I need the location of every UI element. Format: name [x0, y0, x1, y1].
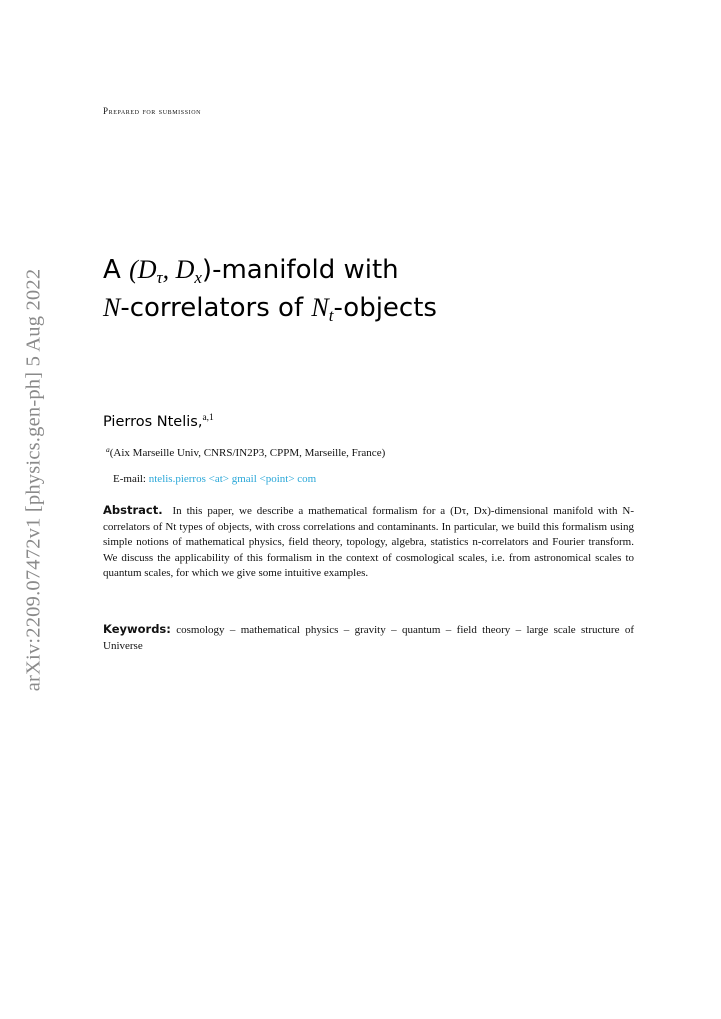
abstract-text: In this paper, we describe a mathematical formalism for a (Dτ, Dx)-dimensional manifold with N-correlators of Nt types of objects, with cross correlations and contaminants. In particular, we build this formalism using simple notions of mathematical physics, field theory, topology, algebra, statistics n-correlators and Fourier transform. We discuss the applicability of this formalism in the context of cosmological scales, i.e. from astronomical scales to quantum scales, for which we give some intuitive examples.: [103, 505, 635, 579]
email-link[interactable]: ntelis.pierros <at> gmail <point> com: [148, 473, 317, 485]
title-line-2: N-correlators of $N_t$-objects: [103, 293, 437, 325]
paper-title: [103, 251, 663, 327]
keywords: [103, 622, 634, 654]
author-affiliation: $^a$(Aix Marseille Univ, CNRS/IN2P3, CPPM, Marseille, France): [106, 445, 386, 459]
author-email: E-mail: ntelis.pierros <at> gmail <point> com: [113, 473, 317, 485]
arxiv-identifier-stamp: arXiv:2209.07472v1 [physics.gen-ph] 5 Aug 2022: [22, 268, 45, 692]
abstract-heading: Abstract.: [103, 503, 163, 517]
author-name: Pierros Ntelis,$^{a,1}$: [103, 413, 214, 430]
prepared-for-submission: Prepared for submission: [103, 106, 202, 116]
title-line-1: A ($D_\tau$, $D_x$)-manifold with: [103, 255, 399, 287]
keywords-heading: Keywords:: [103, 622, 171, 636]
keywords-text: cosmology – mathematical physics – gravity – quantum – field theory – large scale structure of Universe: [103, 624, 634, 652]
abstract: [103, 503, 634, 582]
